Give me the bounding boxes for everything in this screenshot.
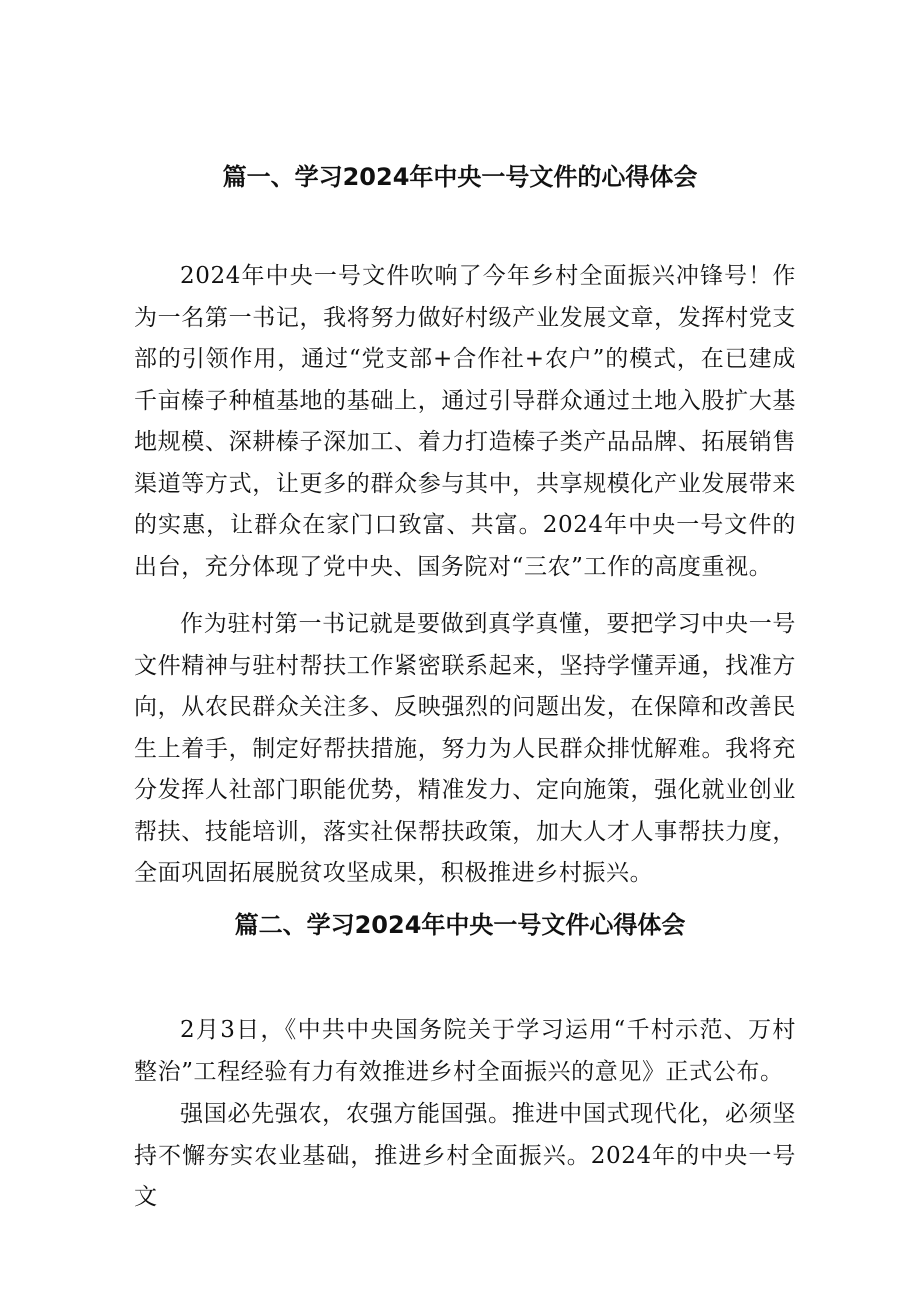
- section-1-paragraph-1: 2024年中央一号文件吹响了今年乡村全面振兴冲锋号！作为一名第一书记，我将努力做好村级产业发展文章，发挥村党支部的引领作用，通过“党支部+合作社+农户”的模式，在已建成千亩榛子种植基地的基础上，通过引导群众通过土地入股扩大基地规模、深耕榛子深加工、着力打造榛子类产品品牌、拓展销售渠道等方式，让更多的群众参与其中，共享规模化产业发展带来的实惠，让群众在家门口致富、共富。2024年中央一号文件的出台，充分体现了党中央、国务院对“三农”工作的高度重视。: [134, 263, 796, 580]
- section-1-title: 篇一、学习2024年中央一号文件的心得体会: [222, 163, 698, 191]
- section-2-paragraph-2: 强国必先强农，农强方能国强。推进中国式现代化，必须坚持不懈夯实农业基础，推进乡村全面振兴。2024年的中央一号文: [134, 1101, 796, 1210]
- section-2-title: 篇二、学习2024年中央一号文件心得体会: [234, 911, 686, 939]
- section-1-paragraph-2: 作为驻村第一书记就是要做到真学真懂，要把学习中央一号文件精神与驻村帮扶工作紧密联系起来，坚持学懂弄通，找准方向，从农民群众关注多、反映强烈的问题出发，在保障和改善民生上着手，制定好帮扶措施，努力为人民群众排忧解难。我将充分发挥人社部门职能优势，精准发力、定向施策，强化就业创业帮扶、技能培训，落实社保帮扶政策，加大人才人事帮扶力度，全面巩固拓展脱贫攻坚成果，积极推进乡村振兴。: [134, 611, 796, 886]
- section-2-paragraph-1: 2月3日，《中共中央国务院关于学习运用“千村示范、万村整治”工程经验有力有效推进乡村全面振兴的意见》正式公布。: [134, 1017, 796, 1085]
